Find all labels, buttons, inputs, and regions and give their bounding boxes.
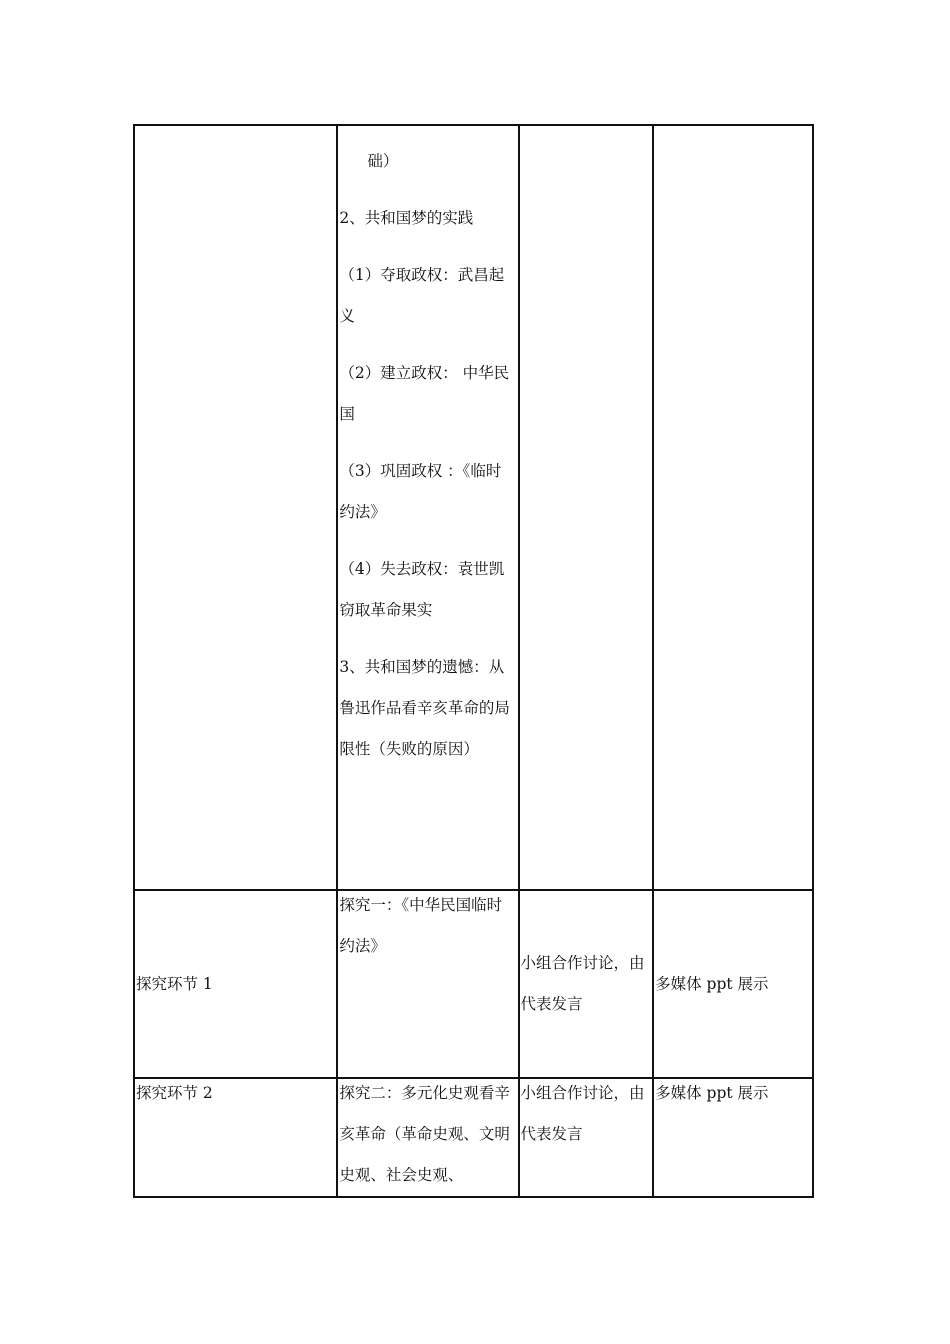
section-heading: 2、共和国梦的实践 xyxy=(339,209,474,227)
table-cell xyxy=(134,125,337,890)
stage-label: 探究环节 2 xyxy=(136,1084,213,1102)
media-text: 多媒体 ppt 展示 xyxy=(655,1084,769,1102)
table-cell xyxy=(519,125,654,890)
content-cell xyxy=(338,126,517,770)
table-cell xyxy=(337,125,518,890)
activity-text: 小组合作讨论，由代表发言 xyxy=(520,1084,645,1143)
media-text: 多媒体 ppt 展示 xyxy=(655,975,769,993)
table-cell xyxy=(653,125,813,890)
table-row xyxy=(134,890,813,1078)
table-row xyxy=(134,1078,813,1197)
table-cell xyxy=(653,1078,813,1197)
table-row xyxy=(134,125,813,890)
table-cell xyxy=(134,890,337,1078)
inquiry-text: 探究一：《中华民国临时约法》 xyxy=(339,896,503,955)
section-heading: 3、共和国梦的遗憾：从鲁迅作品看辛亥革命的局限性（失败的原因） xyxy=(339,658,510,758)
table-cell xyxy=(134,1078,337,1197)
stage-label: 探究环节 1 xyxy=(136,975,213,993)
list-item: （3）巩固政权 ：《临时约法》 xyxy=(339,462,502,521)
table-cell xyxy=(519,890,654,1078)
list-item: （4）失去政权：袁世凯窃取革命果实 xyxy=(339,560,505,619)
table-cell xyxy=(337,890,518,1078)
table-cell xyxy=(337,1078,518,1197)
table-cell xyxy=(519,1078,654,1197)
inquiry-text: 探究二：多元化史观看辛亥革命（革命史观、文明史观、社会史观、 xyxy=(339,1084,510,1184)
list-item: （1）夺取政权：武昌起义 xyxy=(339,266,505,325)
activity-text: 小组合作讨论，由代表发言 xyxy=(520,954,645,1013)
lesson-plan-table xyxy=(133,124,814,1198)
content-line: 础） xyxy=(367,152,399,170)
list-item: （2）建立政权： 中华民国 xyxy=(339,364,510,423)
table-cell xyxy=(653,890,813,1078)
